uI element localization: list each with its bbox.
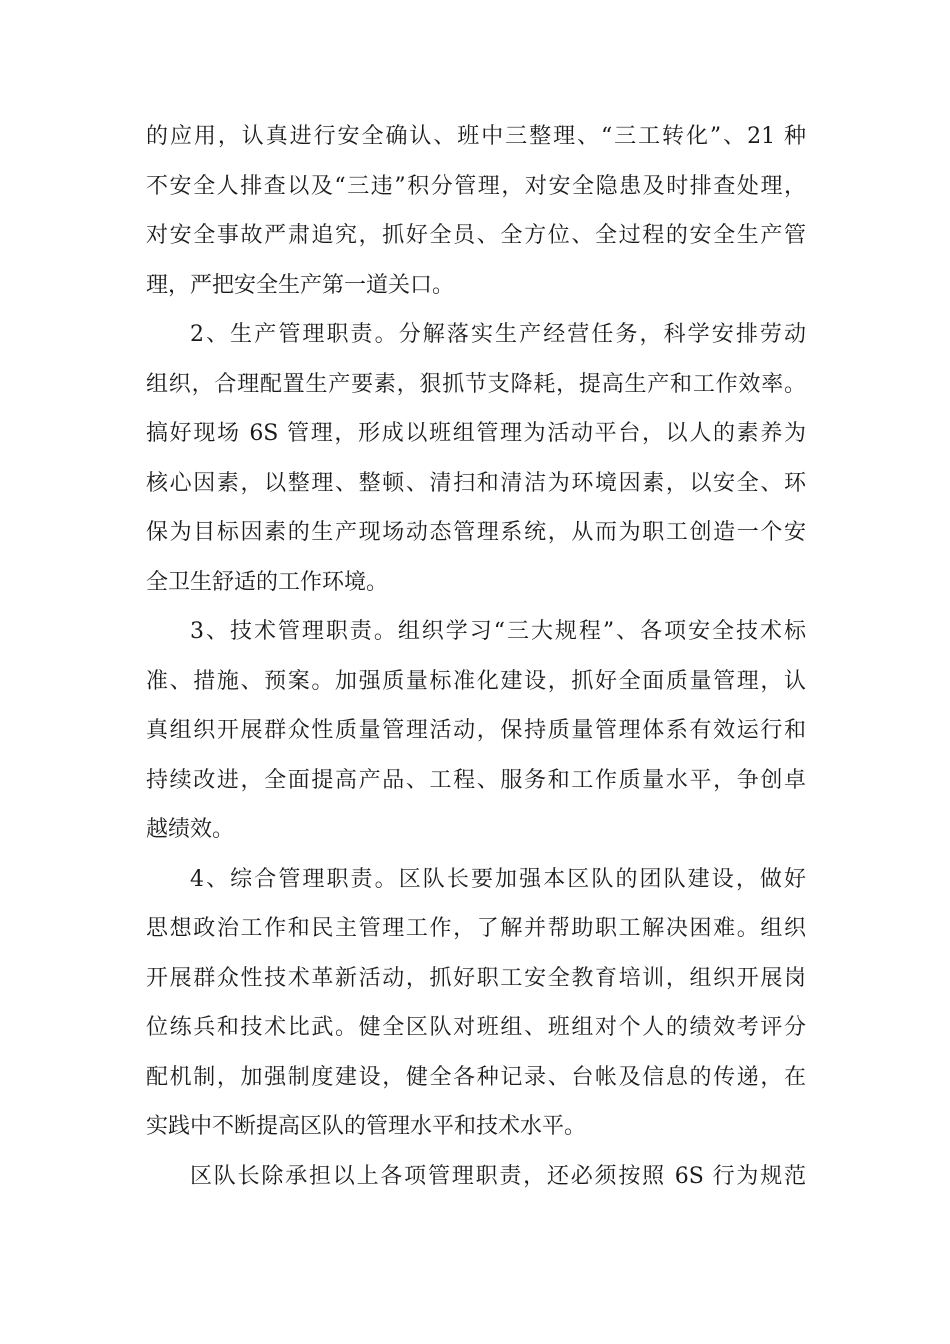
text-line: 组织，合理配置生产要素，狠抓节支降耗，提高生产和工作效率。: [146, 371, 806, 397]
text-line: 持续改进，全面提高产品、工程、服务和工作质量水平，争创卓: [146, 767, 806, 793]
text-line: 4、综合管理职责。区队长要加强本区队的团队建设，做好: [190, 866, 806, 892]
text-line: 准、措施、预案。加强质量标准化建设，抓好全面质量管理，认: [146, 668, 806, 694]
text-line: 区队长除承担以上各项管理职责，还必须按照 6S 行为规范: [190, 1163, 806, 1189]
text-line: 的应用，认真进行安全确认、班中三整理、“三工转化”、21 种: [146, 124, 806, 149]
text-line: 全卫生舒适的工作环境。: [146, 569, 389, 595]
text-line: 配机制，加强制度建设，健全各种记录、台帐及信息的传递，在: [146, 1064, 806, 1090]
text-line: 真组织开展群众性质量管理活动，保持质量管理体系有效运行和: [146, 718, 806, 743]
text-line: 对安全事故严肃追究，抓好全员、全方位、全过程的安全生产管: [146, 223, 806, 248]
text-line: 不安全人排查以及“三违”积分管理，对安全隐患及时排查处理，: [146, 173, 806, 199]
text-line: 思想政治工作和民主管理工作，了解并帮助职工解决困难。组织: [146, 916, 806, 941]
text-line: 2、生产管理职责。分解落实生产经营任务，科学安排劳动: [190, 322, 806, 347]
text-line: 位练兵和技术比武。健全区队对班组、班组对个人的绩效考评分: [146, 1015, 806, 1040]
text-line: 3、技术管理职责。组织学习“三大规程”、各项安全技术标: [190, 619, 806, 644]
text-line: 保为目标因素的生产现场动态管理系统，从而为职工创造一个安: [146, 520, 806, 545]
text-line: 核心因素，以整理、整顿、清扫和清洁为环境因素，以安全、环: [146, 470, 806, 496]
body-text: [146, 112, 806, 1201]
text-line: 理，严把安全生产第一道关口。: [146, 272, 455, 298]
text-line: 实践中不断提高区队的管理水平和技术水平。: [146, 1114, 587, 1139]
text-line: 越绩效。: [146, 817, 235, 842]
text-line: 开展群众性技术革新活动，抓好职工安全教育培训，组织开展岗: [146, 965, 806, 991]
text-line: 搞好现场 6S 管理，形成以班组管理为活动平台，以人的素养为: [146, 421, 806, 446]
